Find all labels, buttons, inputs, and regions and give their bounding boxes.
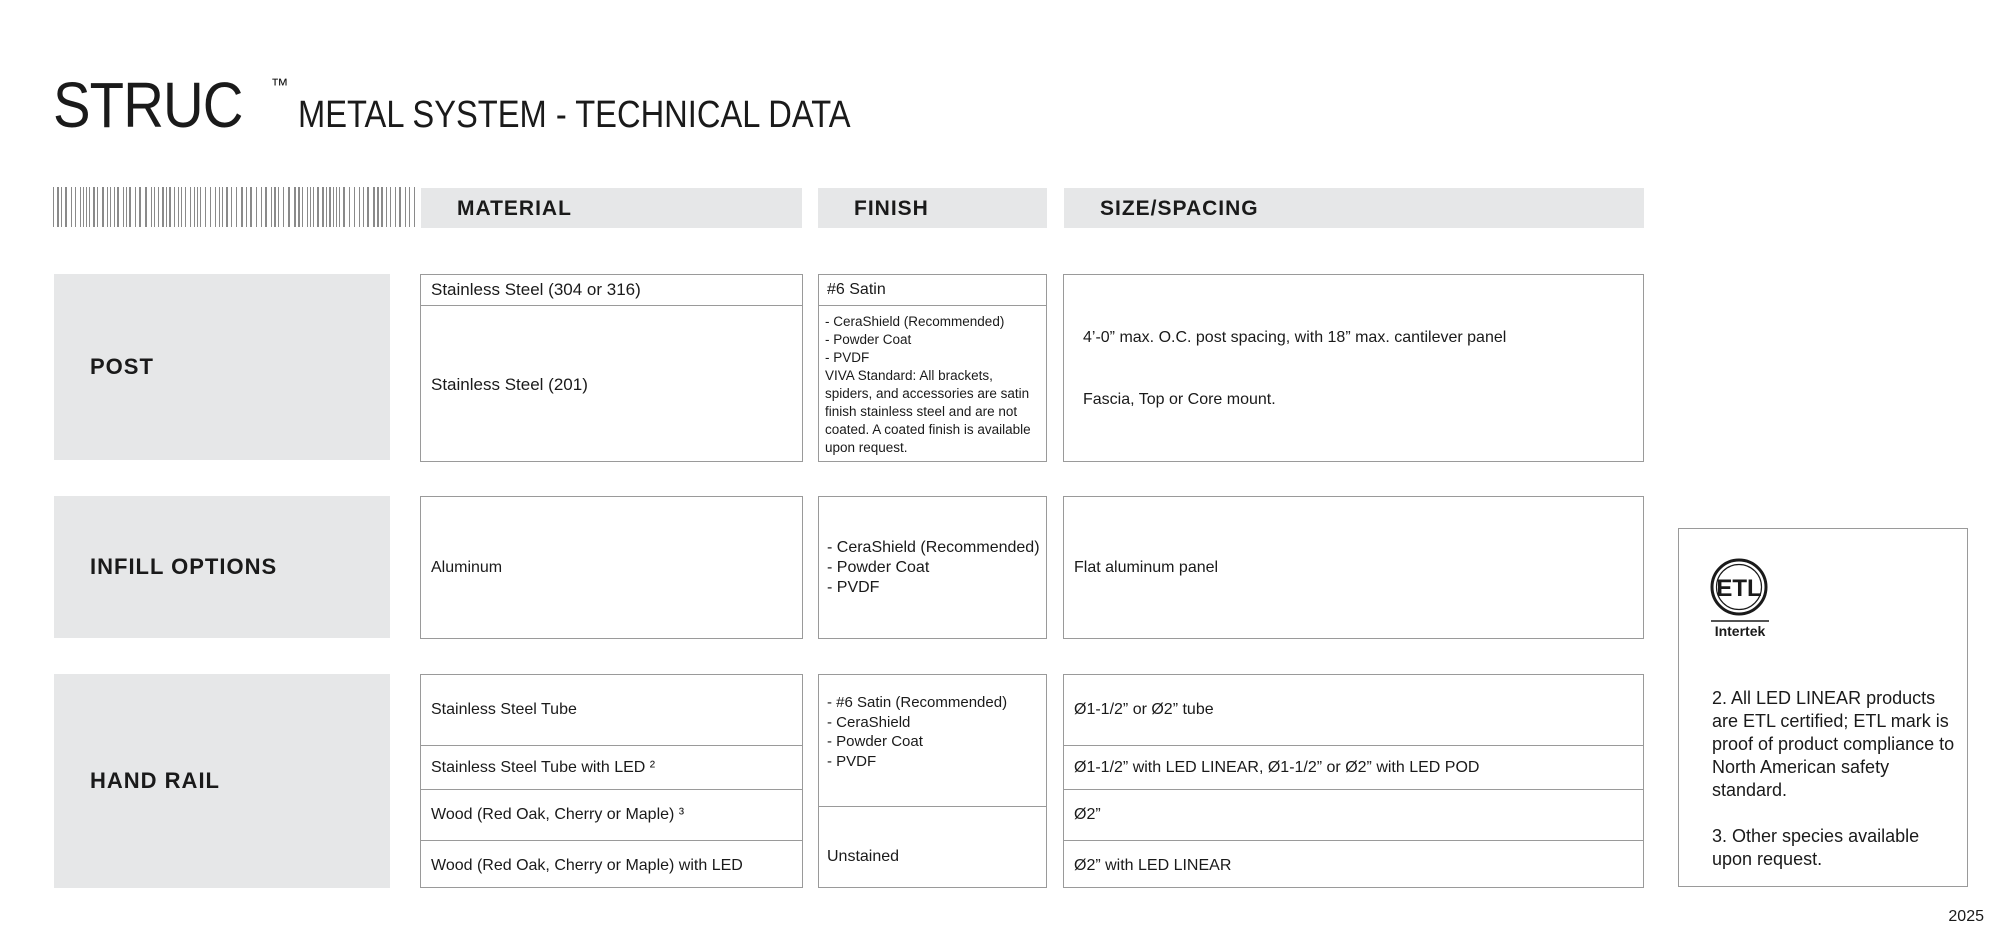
page-number: 2025	[1948, 908, 1984, 925]
footnote-text: 2. All LED LINEAR products are ETL certified; ETL mark is proof of product compliance to North American safety standard. 3. Other species available upon request.	[1712, 688, 1955, 869]
handrail-material-2: Stainless Steel Tube with LED ²	[421, 745, 802, 789]
post-material-2: Stainless Steel (201)	[421, 305, 802, 463]
trademark-symbol: ™	[270, 75, 289, 95]
handrail-material-3: Wood (Red Oak, Cherry or Maple) ³	[421, 789, 802, 840]
post-finish-box	[818, 274, 1047, 462]
handrail-material-1: Stainless Steel Tube	[431, 701, 577, 718]
row-label-hand-rail: HAND RAIL	[54, 674, 390, 888]
handrail-finish-box	[818, 674, 1047, 888]
infill-material: Aluminum	[420, 496, 803, 639]
column-header-size-spacing: SIZE/SPACING	[1064, 188, 1644, 228]
post-size-1: 4’-0” max. O.C. post spacing, with 18” max. cantilever panel	[1083, 329, 1507, 346]
post-finish-1: #6 Satin	[827, 281, 886, 298]
page-subtitle: METAL SYSTEM - TECHNICAL DATA	[298, 94, 852, 136]
barcode-decoration	[53, 187, 418, 227]
handrail-size-2: Ø1-1/2” with LED LINEAR, Ø1-1/2” or Ø2” with LED POD	[1064, 745, 1643, 789]
column-header-finish: FINISH	[818, 188, 1047, 228]
handrail-material-box	[420, 674, 803, 888]
handrail-size-box	[1063, 674, 1644, 888]
intertek-logo-text: Intertek	[1714, 623, 1766, 639]
column-header-material: MATERIAL	[421, 188, 802, 228]
handrail-size-1: Ø1-1/2” or Ø2” tube	[1074, 701, 1214, 718]
handrail-finish-2: Unstained	[819, 806, 1046, 906]
footnote-panel	[1678, 528, 1968, 887]
row-label-post: POST	[54, 274, 390, 460]
row-label-infill: INFILL OPTIONS	[54, 496, 390, 638]
etl-certification-icon	[1709, 557, 1771, 639]
etl-logo-mark: ETL	[1716, 575, 1762, 602]
post-finish-2: - CeraShield (Recommended) - Powder Coat - PVDF VIVA Standard: All brackets, spiders, and accessories are satin finish stainless steel and are not coated. A coated finish is available upon request.	[819, 305, 1046, 463]
handrail-finish-1: - #6 Satin (Recommended) - CeraShield - Powder Coat - PVDF	[827, 694, 1008, 770]
handrail-size-4: Ø2” with LED LINEAR	[1064, 840, 1643, 890]
handrail-size-3: Ø2”	[1064, 789, 1643, 840]
infill-finish: - CeraShield (Recommended) - Powder Coat - PVDF	[818, 496, 1047, 639]
infill-size: Flat aluminum panel	[1063, 496, 1644, 639]
page-title	[53, 68, 941, 142]
post-size-box	[1063, 274, 1644, 462]
handrail-material-4: Wood (Red Oak, Cherry or Maple) with LED	[421, 840, 802, 890]
brand-name: STRUC	[53, 69, 243, 141]
post-material-1: Stainless Steel (304 or 316)	[431, 280, 641, 299]
post-size-2: Fascia, Top or Core mount.	[1083, 391, 1276, 408]
post-material-box	[420, 274, 803, 462]
